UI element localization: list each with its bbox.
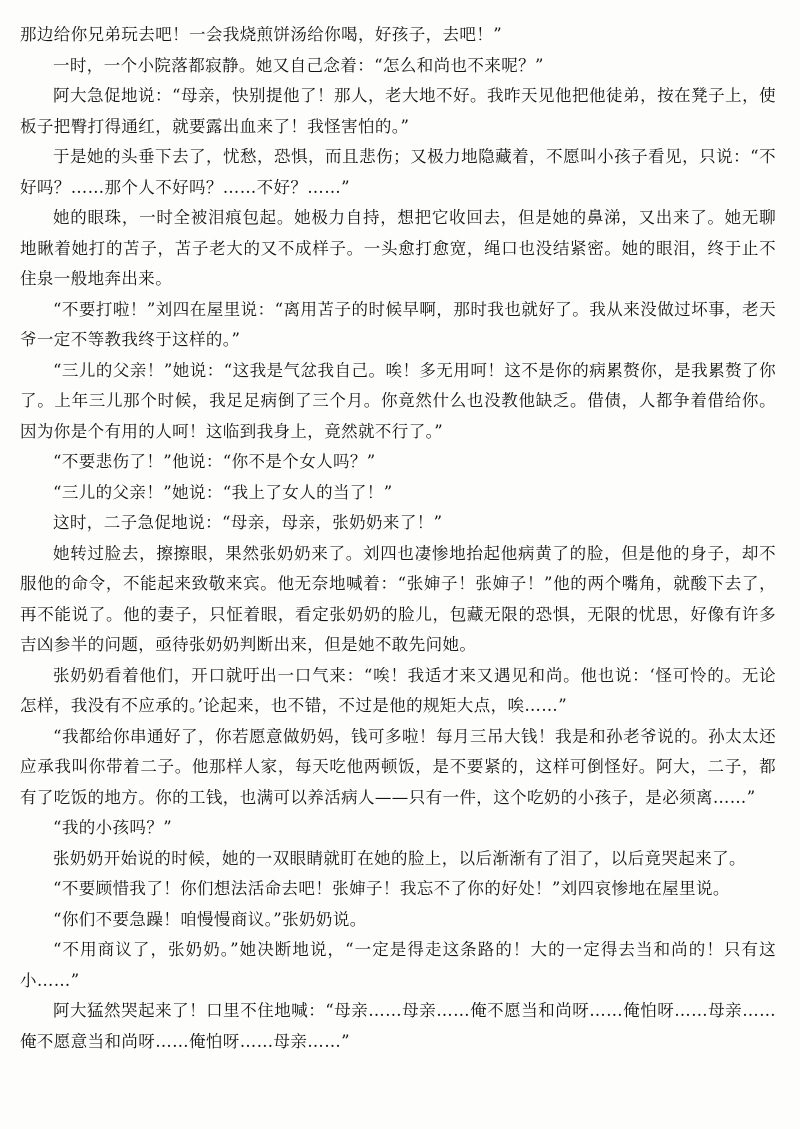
paragraph-14: “我的小孩吗？” — [53, 818, 173, 837]
paragraph-8: “不要悲伤了！”他说：“你不是个女人吗？” — [53, 452, 376, 471]
paragraph-12: 张奶奶看着他们，开口就吁出一口气来：“唉！我适才来又遇见和尚。他也说：‘怪可怜的。无论怎样，我没有不应承的。’论起来，也不错，不过是他的规矩大点，唉……” — [20, 665, 776, 715]
paragraph-10: 这时，二子急促地说：“母亲，母亲，张奶奶来了！” — [53, 513, 443, 532]
paragraph-13: “我都给你串通好了，你若愿意做奶妈，钱可多啦！每月三吊大钱！我是和孙老爷说的。孙太太还应承我叫你带着二子。他那样人家，每天吃他两顿饭，是不要紧的，这样可倒怪好。阿大，二子，都有了吃饭的地方。你的工钱，也满可以养活病人——只有一件，这个吃奶的小孩子，是必须离……” — [20, 726, 776, 807]
paragraph-16: “不要顾惜我了！你们想法活命去吧！张婶子！我忘不了你的好处！”刘四哀惨地在屋里说。 — [53, 879, 730, 898]
paragraph-18: “不用商议了，张奶奶。”她决断地说，“一定是得走这条路的！大的一定得去当和尚的！只有这小……” — [20, 940, 776, 990]
paragraph-17: “你们不要急躁！咱慢慢商议。”张奶奶说。 — [53, 909, 367, 929]
paragraph-9: “三儿的父亲！”她说：“我上了女人的当了！” — [53, 482, 393, 502]
paragraph-15: 张奶奶开始说的时候，她的一双眼睛就盯在她的脸上，以后渐渐有了泪了，以后竟哭起来了。 — [53, 848, 746, 868]
paragraph-7: “三儿的父亲！”她说：“这我是气忿我自己。唉！多无用呵！这不是你的病累赘你，是我累赘了你了。上年三儿那个时候，我足足病倒了三个月。你竟然什么也没教他缺乏。借债，人都争着借给你。因为你是个有用的人呵！这临到我身上，竟然就不行了。” — [20, 360, 776, 441]
paragraph-11: 她转过脸去，擦擦眼，果然张奶奶来了。刘四也凄惨地抬起他病黄了的脸，但是他的身子，却不服他的命令，不能起来致敬来宾。他无奈地喊着：“张婶子！张婶子！”他的两个嘴角，就酸下去了，再不能说了。他的妻子，只怔着眼，看定张奶奶的脸儿，包藏无限的恐惧，无限的忧思，好像有许多吉凶参半的问题，亟待张奶奶判断出来，但是她不敢先问她。 — [20, 543, 776, 654]
paragraph-4: 于是她的头垂下去了，忧愁，恐惧，而且悲伤；又极力地隐藏着，不愿叫小孩子看见，只说：“不好吗？……那个人不好吗？……不好？……” — [20, 147, 776, 197]
paragraph-2: 一时，一个小院落都寂静。她又自己念着：“怎么和尚也不来呢？” — [53, 55, 544, 75]
body-text — [20, 20, 776, 1057]
paragraph-6: “不要打啦！”刘四在屋里说：“离用苫子的时候早啊，那时我也就好了。我从来没做过坏事，老天爷一定不等教我终于这样的。” — [20, 299, 776, 349]
paragraph-5: 她的眼珠，一时全被泪痕包起。她极力自持，想把它收回去，但是她的鼻涕，又出来了。她无聊地瞅着她打的苫子，苫子老大的又不成样子。一头愈打愈宽，绳口也没结紧密。她的眼泪，终于止不住泉一般地奔出来。 — [20, 208, 776, 288]
paragraph-1: 那边给你兄弟玩去吧！一会我烧煎饼汤给你喝，好孩子，去吧！” — [20, 25, 503, 44]
paragraph-3: 阿大急促地说：“母亲，快别提他了！那人，老大地不好。我昨天见他把他徒弟，按在凳子上，使板子把臀打得通红，就要露出血来了！我怪害怕的。” — [20, 86, 776, 136]
paragraph-19: 阿大猛然哭起来了！口里不住地喊：“母亲……母亲……俺不愿当和尚呀……俺怕呀……母亲……俺不愿意当和尚呀……俺怕呀……母亲……” — [20, 1001, 776, 1051]
